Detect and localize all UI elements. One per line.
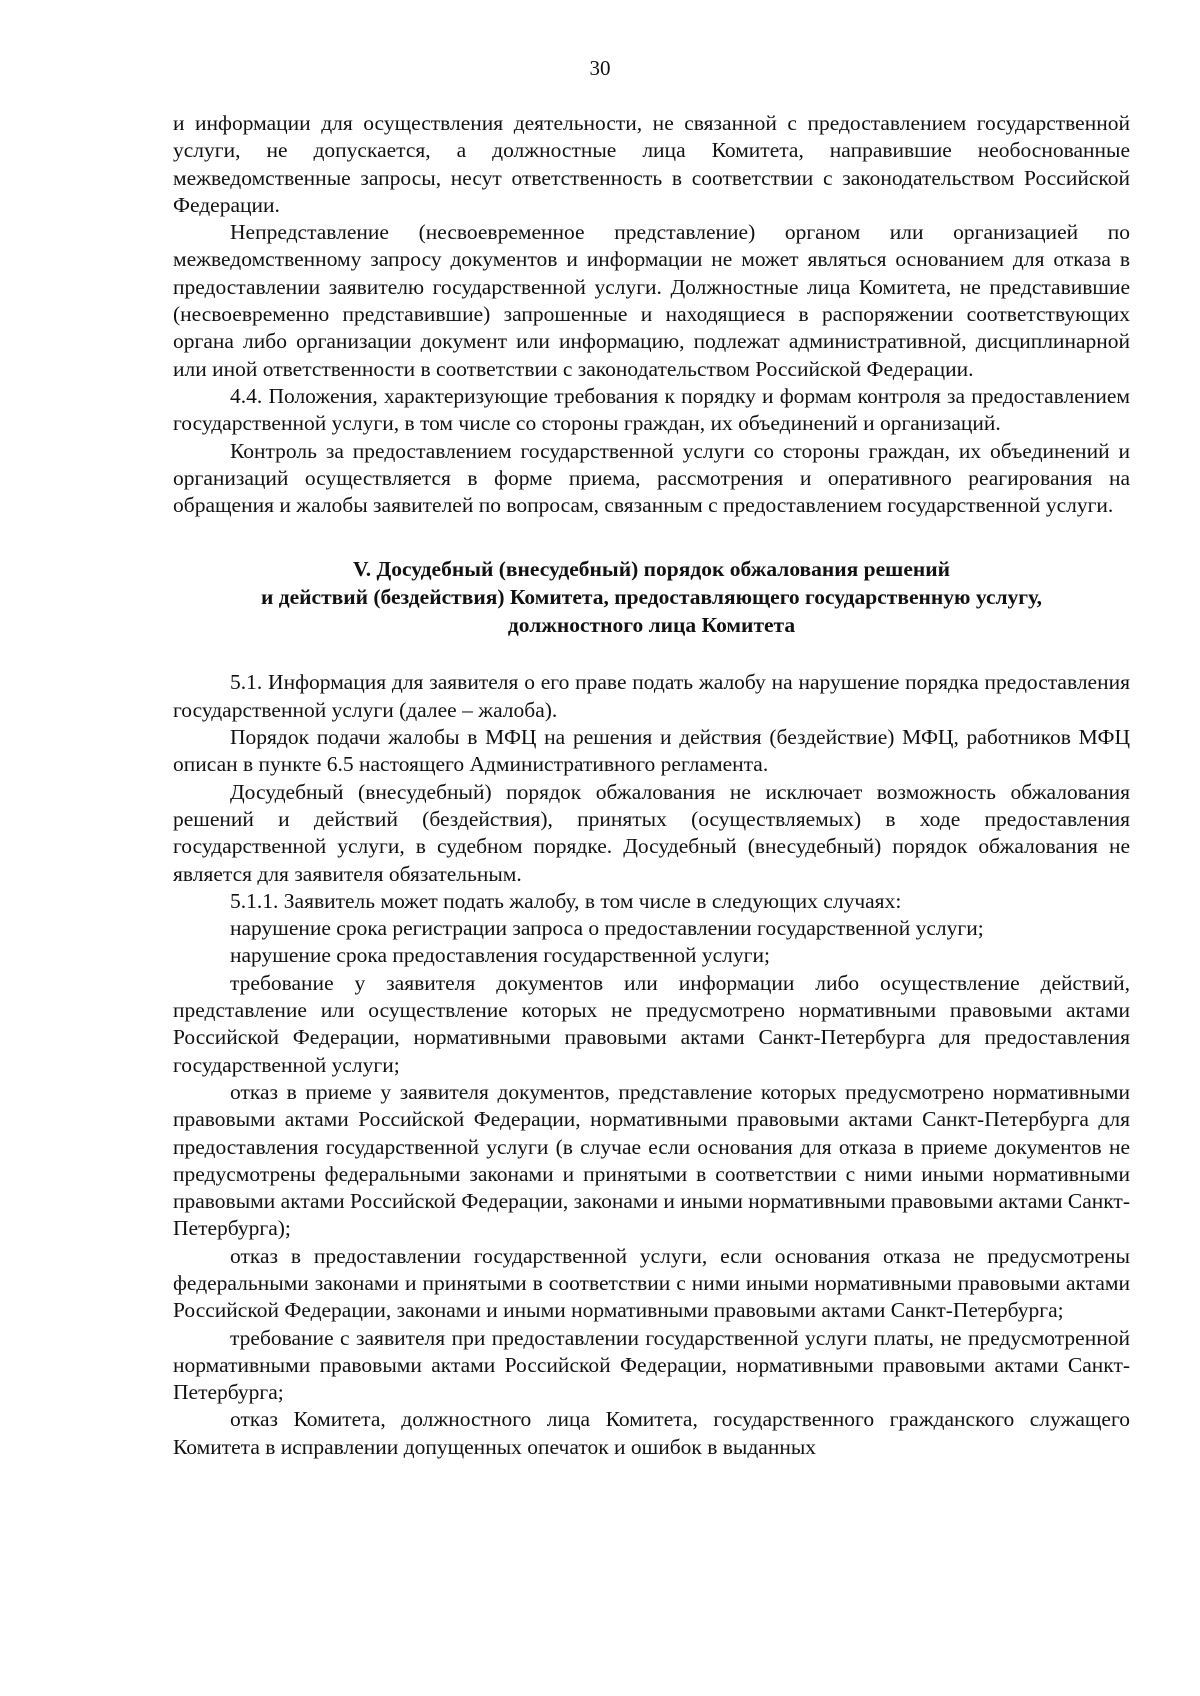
paragraph: 4.4. Положения, характеризующие требования к порядку и формам контроля за предоставлением государственной услуги, в том числе со стороны граждан, их объединений и организаций. xyxy=(173,383,1130,436)
paragraph: Досудебный (внесудебный) порядок обжалования не исключает возможность обжалования решений и действий (бездействия), принятых (осуществляемых) в ходе предоставления государственной услуги, в судебном порядке. Досудебный (внесудебный) порядок обжалования не является для заявителя обязательным. xyxy=(173,779,1130,886)
paragraph: требование у заявителя документов или информации либо осуществление действий, представление или осуществление которых не предусмотрено нормативными правовыми актами Российской Федерации, нормативными правовыми актами Санкт-Петербурга для предоставления государственной услуги; xyxy=(173,970,1130,1077)
document-body xyxy=(173,110,1130,1461)
paragraph: и информации для осуществления деятельности, не связанной с предоставлением государственной услуги, не допускается, а должностные лица Комитета, направившие необоснованные межведомственные запросы, несут ответственность в соответствии с законодательством Российской Федерации. xyxy=(173,111,1130,217)
paragraph: отказ в приеме у заявителя документов, представление которых предусмотрено нормативными правовыми актами Российской Федерации, нормативными правовыми актами Санкт-Петербурга для предоставления государственной услуги (в случае если основания для отказа в приеме документов не предусмотрены федеральными законами и принятыми в соответствии с ними иными нормативными правовыми актами Российской Федерации, законами и иными нормативными правовыми актами Санкт-Петербурга); xyxy=(173,1079,1130,1241)
section-heading-line: V. Досудебный (внесудебный) порядок обжалования решений xyxy=(352,557,951,582)
paragraph: требование с заявителя при предоставлении государственной услуги платы, не предусмотренной нормативными правовыми актами Российской Федерации, нормативными правовыми актами Санкт-Петербурга; xyxy=(173,1325,1130,1405)
paragraph: отказ в предоставлении государственной услуги, если основания отказа не предусмотрены федеральными законами и принятыми в соответствии с ними иными нормативными правовыми актами Российской Федерации, законами и иными нормативными правовыми актами Санкт-Петербурга; xyxy=(173,1243,1130,1323)
paragraph: отказ Комитета, должностного лица Комитета, государственного гражданского служащего Комитета в исправлении допущенных опечаток и ошибок в выданных xyxy=(173,1407,1130,1459)
paragraph: нарушение срока предоставления государственной услуги; xyxy=(230,943,770,968)
paragraph: 5.1.1. Заявитель может подать жалобу, в том числе в следующих случаях: xyxy=(230,888,902,913)
paragraph: 5.1. Информация для заявителя о его праве подать жалобу на нарушение порядка предоставления государственной услуги (далее – жалоба). xyxy=(173,670,1130,722)
paragraph: Порядок подачи жалобы в МФЦ на решения и действия (бездействие) МФЦ, работников МФЦ описан в пункте 6.5 настоящего Административного регламента. xyxy=(173,725,1130,777)
paragraph: Контроль за предоставлением государственной услуги со стороны граждан, их объединений и организаций осуществляется в форме приема, рассмотрения и оперативного реагирования на обращения и жалобы заявителей по вопросам, связанным с предоставлением государственной услуги. xyxy=(173,438,1130,518)
section-heading xyxy=(173,555,1130,639)
section-heading-line: и действий (бездействия) Комитета, предоставляющего государственную услугу, xyxy=(260,585,1043,610)
page-number: 30 xyxy=(589,56,611,80)
paragraph: нарушение срока регистрации запроса о предоставлении государственной услуги; xyxy=(230,916,984,941)
section-heading-line: должностного лица Комитета xyxy=(507,613,796,638)
paragraph: Непредставление (несвоевременное представление) органом или организацией по межведомственному запросу документов и информации не может являться основанием для отказа в предоставлении заявителю государственной услуги. Должностные лица Комитета, не представившие (несвоевременно представившие) запрошенные и находящиеся в распоряжении соответствующих органа либо организации документ или информацию, подлежат административной, дисциплинарной или иной ответственности в соответствии с законодательством Российской Федерации. xyxy=(173,220,1130,381)
